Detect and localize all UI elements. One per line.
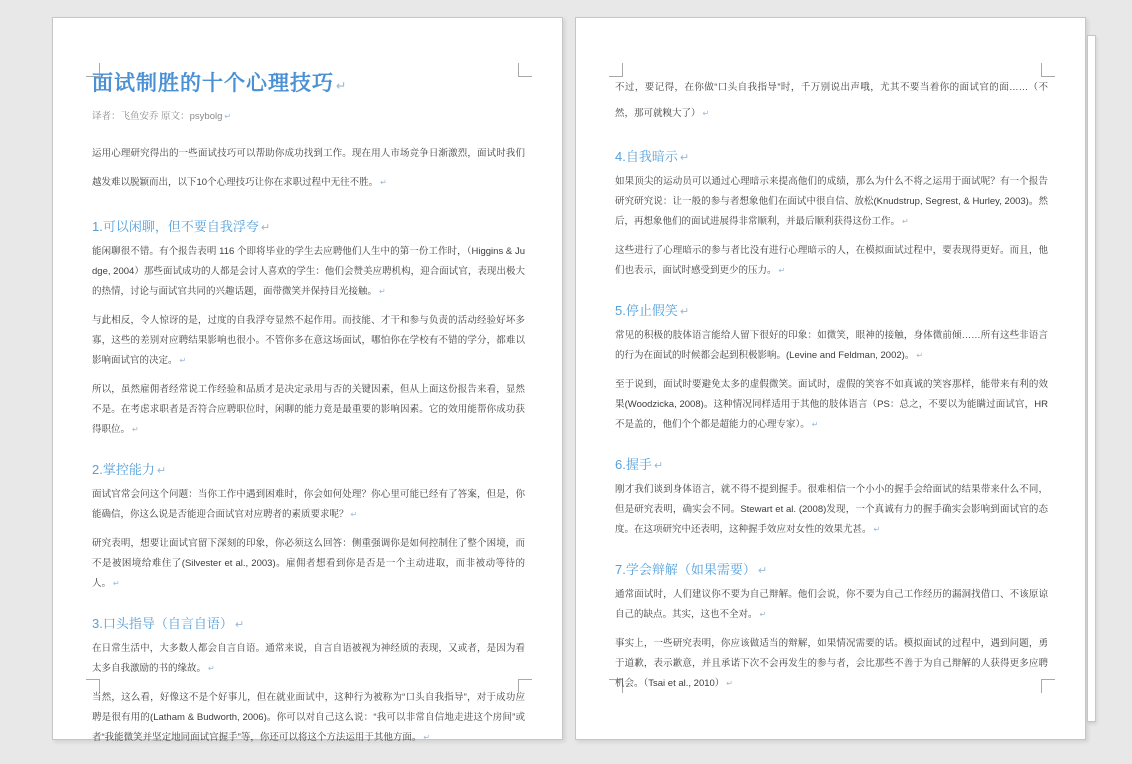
page-1-text-area[interactable]: [92, 18, 525, 748]
paragraph[interactable]: 研究表明，想要让面试官留下深刻的印象，你必须这么回答：侧重强调你是如何控制住了整个困境，而不是被困境给难住了(Silvester et al., 2003)。雇佣者想看到你是否是一个主动进取，而非被动等待的人。 ↵: [92, 534, 525, 594]
paragraph[interactable]: 能闲聊很不错。有个报告表明 116 个即将毕业的学生去应聘他们人生中的第一份工作时，（Higgins & Judge, 2004）那些面试成功的人都是会讨人喜欢的学生：他们会赞美应聘机构，迎合面试官，表现出极大的热情，讨论与面试官共同的兴趣话题，面带微笑并保持目光接触。 ↵: [92, 242, 525, 302]
document-title[interactable]: 面试制胜的十个心理技巧 ↵: [92, 70, 525, 100]
paragraph[interactable]: 这些进行了心理暗示的参与者比没有进行心理暗示的人，在模拟面试过程中，要表现得更好。而且，他们也表示，面试时感受到更少的压力。 ↵: [615, 241, 1048, 281]
page-2-text-area[interactable]: [615, 18, 1048, 694]
section-heading-3[interactable]: 3.口头指导（自言自语） ↵: [92, 615, 525, 634]
section-heading-7[interactable]: 7.学会辩解（如果需要） ↵: [615, 561, 1048, 580]
intro-paragraph[interactable]: 运用心理研究得出的一些面试技巧可以帮助你成功找到工作。现在用人市场竞争日渐激烈，面试时我们越发难以脱颖而出，以下10个心理技巧让你在求职过程中无往不胜。 ↵: [92, 139, 525, 197]
paragraph[interactable]: 事实上，一些研究表明，你应该做适当的辩解，如果情况需要的话。模拟面试的过程中，遇到问题，勇于道歉，表示歉意，并且承诺下次不会再发生的参与者，会比那些不善于为自己辩解的人获得更多应聘机会。（Tsai et al., 2010） ↵: [615, 634, 1048, 694]
document-page-2[interactable]: [575, 17, 1086, 740]
document-page-1[interactable]: [52, 17, 563, 743]
paragraph[interactable]: 至于说到，面试时要避免太多的虚假微笑。面试时，虚假的笑容不如真诚的笑容那样，能带来有利的效果(Woodzicka, 2008)。这种情况同样适用于其他的肢体语言（PS：总之，不要以为能瞒过面试官，HR 不是盖的，他们个个都是超能力的心理专家）。 ↵: [615, 375, 1048, 435]
document-page-3-partial: [1087, 35, 1096, 722]
paragraph[interactable]: 与此相反，令人惊讶的是，过度的自我浮夸显然不起作用。而技能、才干和参与负责的活动经验好坏多寡，这些的差别对应聘结果影响也很小。不管你多在意这场面试，哪怕你在学校有不错的学分，都难以影响面试官的决定。 ↵: [92, 311, 525, 371]
section-heading-1[interactable]: 1.可以闲聊，但不要自我浮夸 ↵: [92, 218, 525, 237]
section-heading-5[interactable]: 5.停止假笑 ↵: [615, 302, 1048, 321]
paragraph[interactable]: 面试官常会问这个问题：当你工作中遇到困难时，你会如何处理？你心里可能已经有了答案，但是，你能确信，你这么说是否能迎合面试官对应聘者的素质要求呢？ ↵: [92, 485, 525, 525]
byline[interactable]: 译者：飞鱼安乔 原文：psybolg ↵: [92, 108, 525, 122]
continuation-paragraph[interactable]: 不过，要记得，在你做“口头自我指导”时，千万别说出声哦，尤其不要当着你的面试官的面……（不然，那可就糗大了） ↵: [615, 75, 1048, 127]
paragraph[interactable]: 在日常生活中，大多数人都会自言自语。通常来说，自言自语被视为神经质的表现，又或者，是因为看太多自我激励的书的缘故。 ↵: [92, 639, 525, 679]
section-heading-6[interactable]: 6.握手 ↵: [615, 456, 1048, 475]
paragraph[interactable]: 如果顶尖的运动员可以通过心理暗示来提高他们的成绩，那么为什么不将之运用于面试呢？有一个报告研究研究说：让一般的参与者想象他们在面试中很自信、放松(Knudstrup, Segrest, & Hurley, 2003)。然后，再想象他们的面试进展得非常顺利，并最后顺利获得这份工作。 ↵: [615, 172, 1048, 232]
paragraph[interactable]: 所以，虽然雇佣者经常说工作经验和品质才是决定录用与否的关键因素，但从上面这份报告来看，显然不是。在考虑求职者是否符合应聘职位时，闲聊的能力竟是最重要的影响因素。它的效用能帮你成功获得职位。 ↵: [92, 380, 525, 440]
paragraph[interactable]: 常见的积极的肢体语言能给人留下很好的印象：如微笑，眼神的接触，身体微前倾……所有这些非语言的行为在面试的时候都会起到积极影响。(Levine and Feldman, 2002)。 ↵: [615, 326, 1048, 366]
paragraph[interactable]: 刚才我们谈到身体语言，就不得不提到握手。很难相信一个小小的握手会给面试的结果带来什么不同，但是研究表明，确实会不同。Stewart et al. (2008)发现，一个真诚有力的握手确实会影响到面试官的态度。在这项研究中还表明，这种握手效应对女性的效果尤甚。 ↵: [615, 480, 1048, 540]
section-heading-2[interactable]: 2.掌控能力 ↵: [92, 461, 525, 480]
paragraph[interactable]: 通常面试时，人们建议你不要为自己辩解。他们会说，你不要为自己工作经历的漏洞找借口、不该原谅自己的缺点。其实，这也不全对。 ↵: [615, 585, 1048, 625]
section-heading-4[interactable]: 4.自我暗示 ↵: [615, 148, 1048, 167]
paragraph[interactable]: 当然，这么看，好像这不是个好事儿，但在就业面试中，这种行为被称为“口头自我指导”，对于成功应聘是很有用的(Latham & Budworth, 2006)。你可以对自己这么说：“我可以非常自信地走进这个房间”或者“我能微笑并坚定地同面试官握手”等，你还可以将这个方法运用于其他方面。 ↵: [92, 688, 525, 748]
